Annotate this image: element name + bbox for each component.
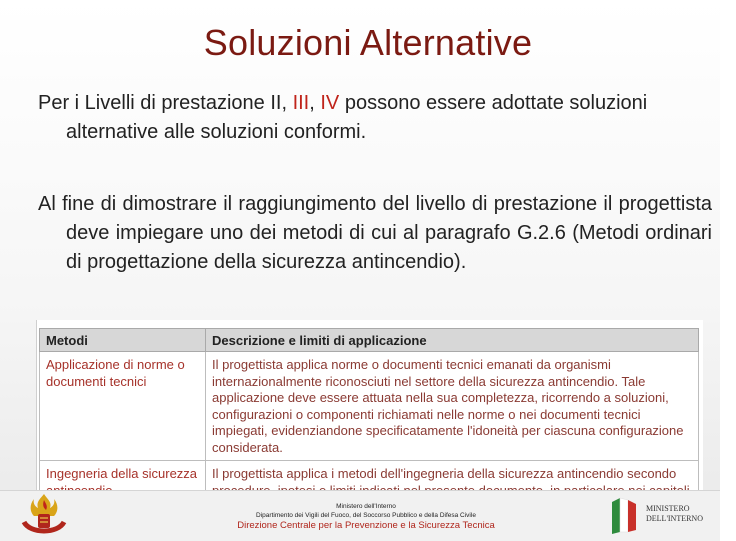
footer-ministry: Ministero dell'Interno [336, 503, 396, 510]
ministero-logo-text: MINISTERO DELL'INTERNO [646, 504, 703, 523]
italian-flag-icon [610, 498, 640, 534]
column-header-metodi: Metodi [40, 329, 206, 352]
paragraph-livelli-text-after: possono essere adottate soluzioni alternative alle soluzioni conformi. [66, 92, 648, 143]
level-iv-highlight: IV [320, 92, 340, 114]
slide-title: Soluzioni Alternative [203, 22, 533, 63]
paragraph-metodi: Al fine di dimostrare il raggiungimento del livello di prestazione il progettista deve impiegare uno dei metodi di cui al paragrafo G.2.6 (Metodi ordinari di progettazione della sicurezza antincendio). [38, 193, 712, 273]
table-cell-method: Applicazione di norme o documenti tecnici [40, 352, 206, 461]
table-cell-method: Ingegneria della sicurezza [40, 461, 206, 521]
paragraph-livelli-separator: , [309, 92, 321, 114]
paragraph-livelli-text-before: Per i Livelli di prestazione II, [38, 92, 293, 114]
footer-text-block [196, 503, 536, 532]
ministero-interno-logo [610, 498, 714, 534]
table-row [40, 352, 699, 461]
table-cell-description: Il progettista applica norme o documenti tecnici emanati da organismi internazionalmente riconosciuti nel settore della sicurezza antincendio. Tale applicazione deve essere attuata nella sua completezza, ricorrendo a soluzioni, configurazioni o componenti richiamati nelle norme o nei documenti tecnici impiegati, evidenziandone specificatamente l'idoneità per ciascuna configurazione considerata. [206, 352, 699, 461]
column-header-descrizione: Descrizione e limiti di applicazione [206, 329, 699, 352]
paragraph-livelli [38, 89, 712, 147]
footer-department: Dipartimento dei Vigili del Fuoco, del Soccorso Pubblico e della Difesa Civile [256, 512, 476, 519]
table-header-row [40, 329, 699, 352]
level-iii-highlight: III [292, 92, 310, 114]
table-cell-description: Il progettista applica i metodi dell'ingegneria della sicurezza antincendio secondo [206, 461, 699, 521]
footer-directorate: Direzione Centrale per la Prevenzione e la Sicurezza Tecnica [237, 520, 495, 531]
vigili-del-fuoco-emblem-icon [18, 492, 70, 540]
methods-table-image [36, 320, 703, 490]
